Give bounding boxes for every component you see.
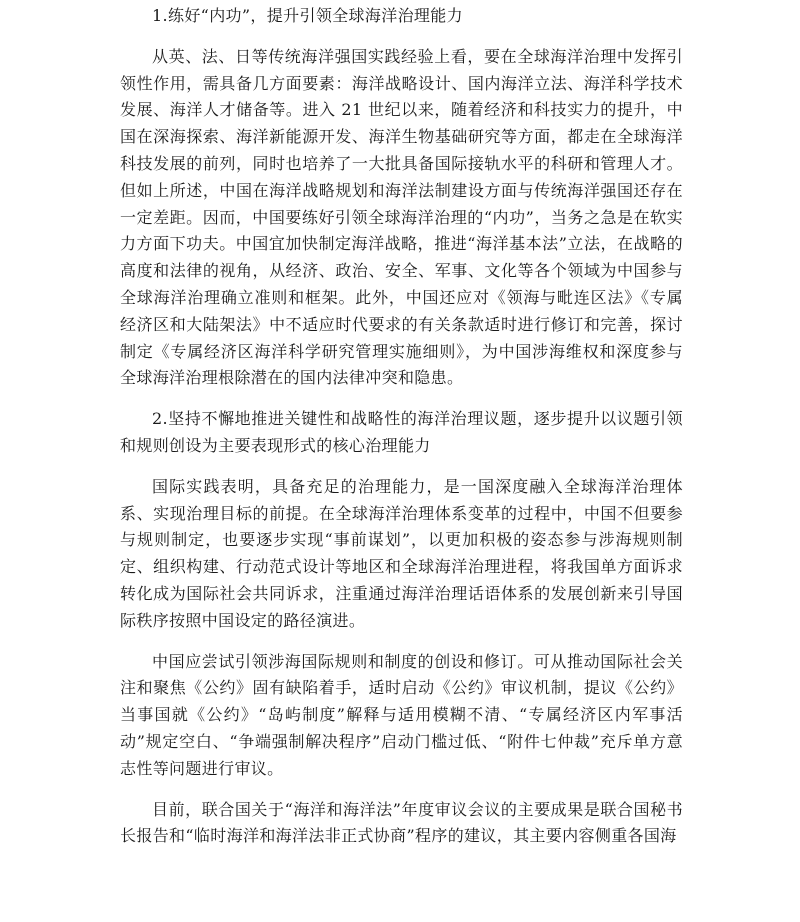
section-heading-1: 1.练好“内功”，提升引领全球海洋治理能力 — [152, 6, 463, 25]
body-paragraph-4: 目前，联合国关于“海洋和海洋法”年度审议会议的主要成果是联合国秘书长报告和“临时海洋和海洋法非正式协商”程序的建议，其主要内容侧重各国海 — [120, 799, 683, 846]
body-paragraph-2: 国际实践表明，具备充足的治理能力，是一国深度融入全球海洋治理体系、实现治理目标的前提。在全球海洋治理体系变革的过程中，中国不但要参与规则制定，也要逐步实现“事前谋划”，以更加积极的姿态参与涉海规则制定、组织构建、行动范式设计等地区和全球海洋治理进程，将我国单方面诉求转化成为国际社会共同诉求，注重通过海洋治理话语体系的发展创新来引导国际秩序按照中国设定的路径演进。 — [120, 476, 683, 630]
document-body — [120, 3, 683, 850]
section-heading-2: 2.坚持不懈地推进关键性和战略性的海洋治理议题，逐步提升以议题引领和规则创设为主要表现形式的核心治理能力 — [120, 409, 683, 455]
body-paragraph-3: 中国应尝试引领涉海国际规则和制度的创设和修订。可从推动国际社会关注和聚焦《公约》固有缺陷着手，适时启动《公约》审议机制，提议《公约》当事国就《公约》“岛屿制度”解释与适用模糊不清、“专属经济区内军事活动”规定空白、“争端强制解决程序”启动门槛过低、“附件七仲裁”充斥单方意志性等问题进行审议。 — [120, 651, 683, 778]
body-paragraph-1: 从英、法、日等传统海洋强国实践经验上看，要在全球海洋治理中发挥引领性作用，需具备几方面要素：海洋战略设计、国内海洋立法、海洋科学技术发展、海洋人才储备等。进入 21 世纪以来，随着经济和科技实力的提升，中国在深海探索、海洋新能源开发、海洋生物基础研究等方面，都走在全球海洋科技发展的前列，同时也培养了一大批具备国际接轨水平的科研和管理人才。但如上所述，中国在海洋战略规划和海洋法制建设方面与传统海洋强国还存在一定差距。因而，中国要练好引领全球海洋治理的“内功”，当务之急是在软实力方面下功夫。中国宜加快制定海洋战略，推进“海洋基本法”立法，在战略的高度和法律的视角，从经济、政治、安全、军事、文化等各个领域为中国参与全球海洋治理确立准则和框架。此外，中国还应对《领海与毗连区法》《专属经济区和大陆架法》中不适应时代要求的有关条款适时进行修订和完善，探讨制定《专属经济区海洋科学研究管理实施细则》，为中国涉海维权和深度参与全球海洋治理根除潜在的国内法律冲突和隐患。 — [120, 46, 683, 388]
